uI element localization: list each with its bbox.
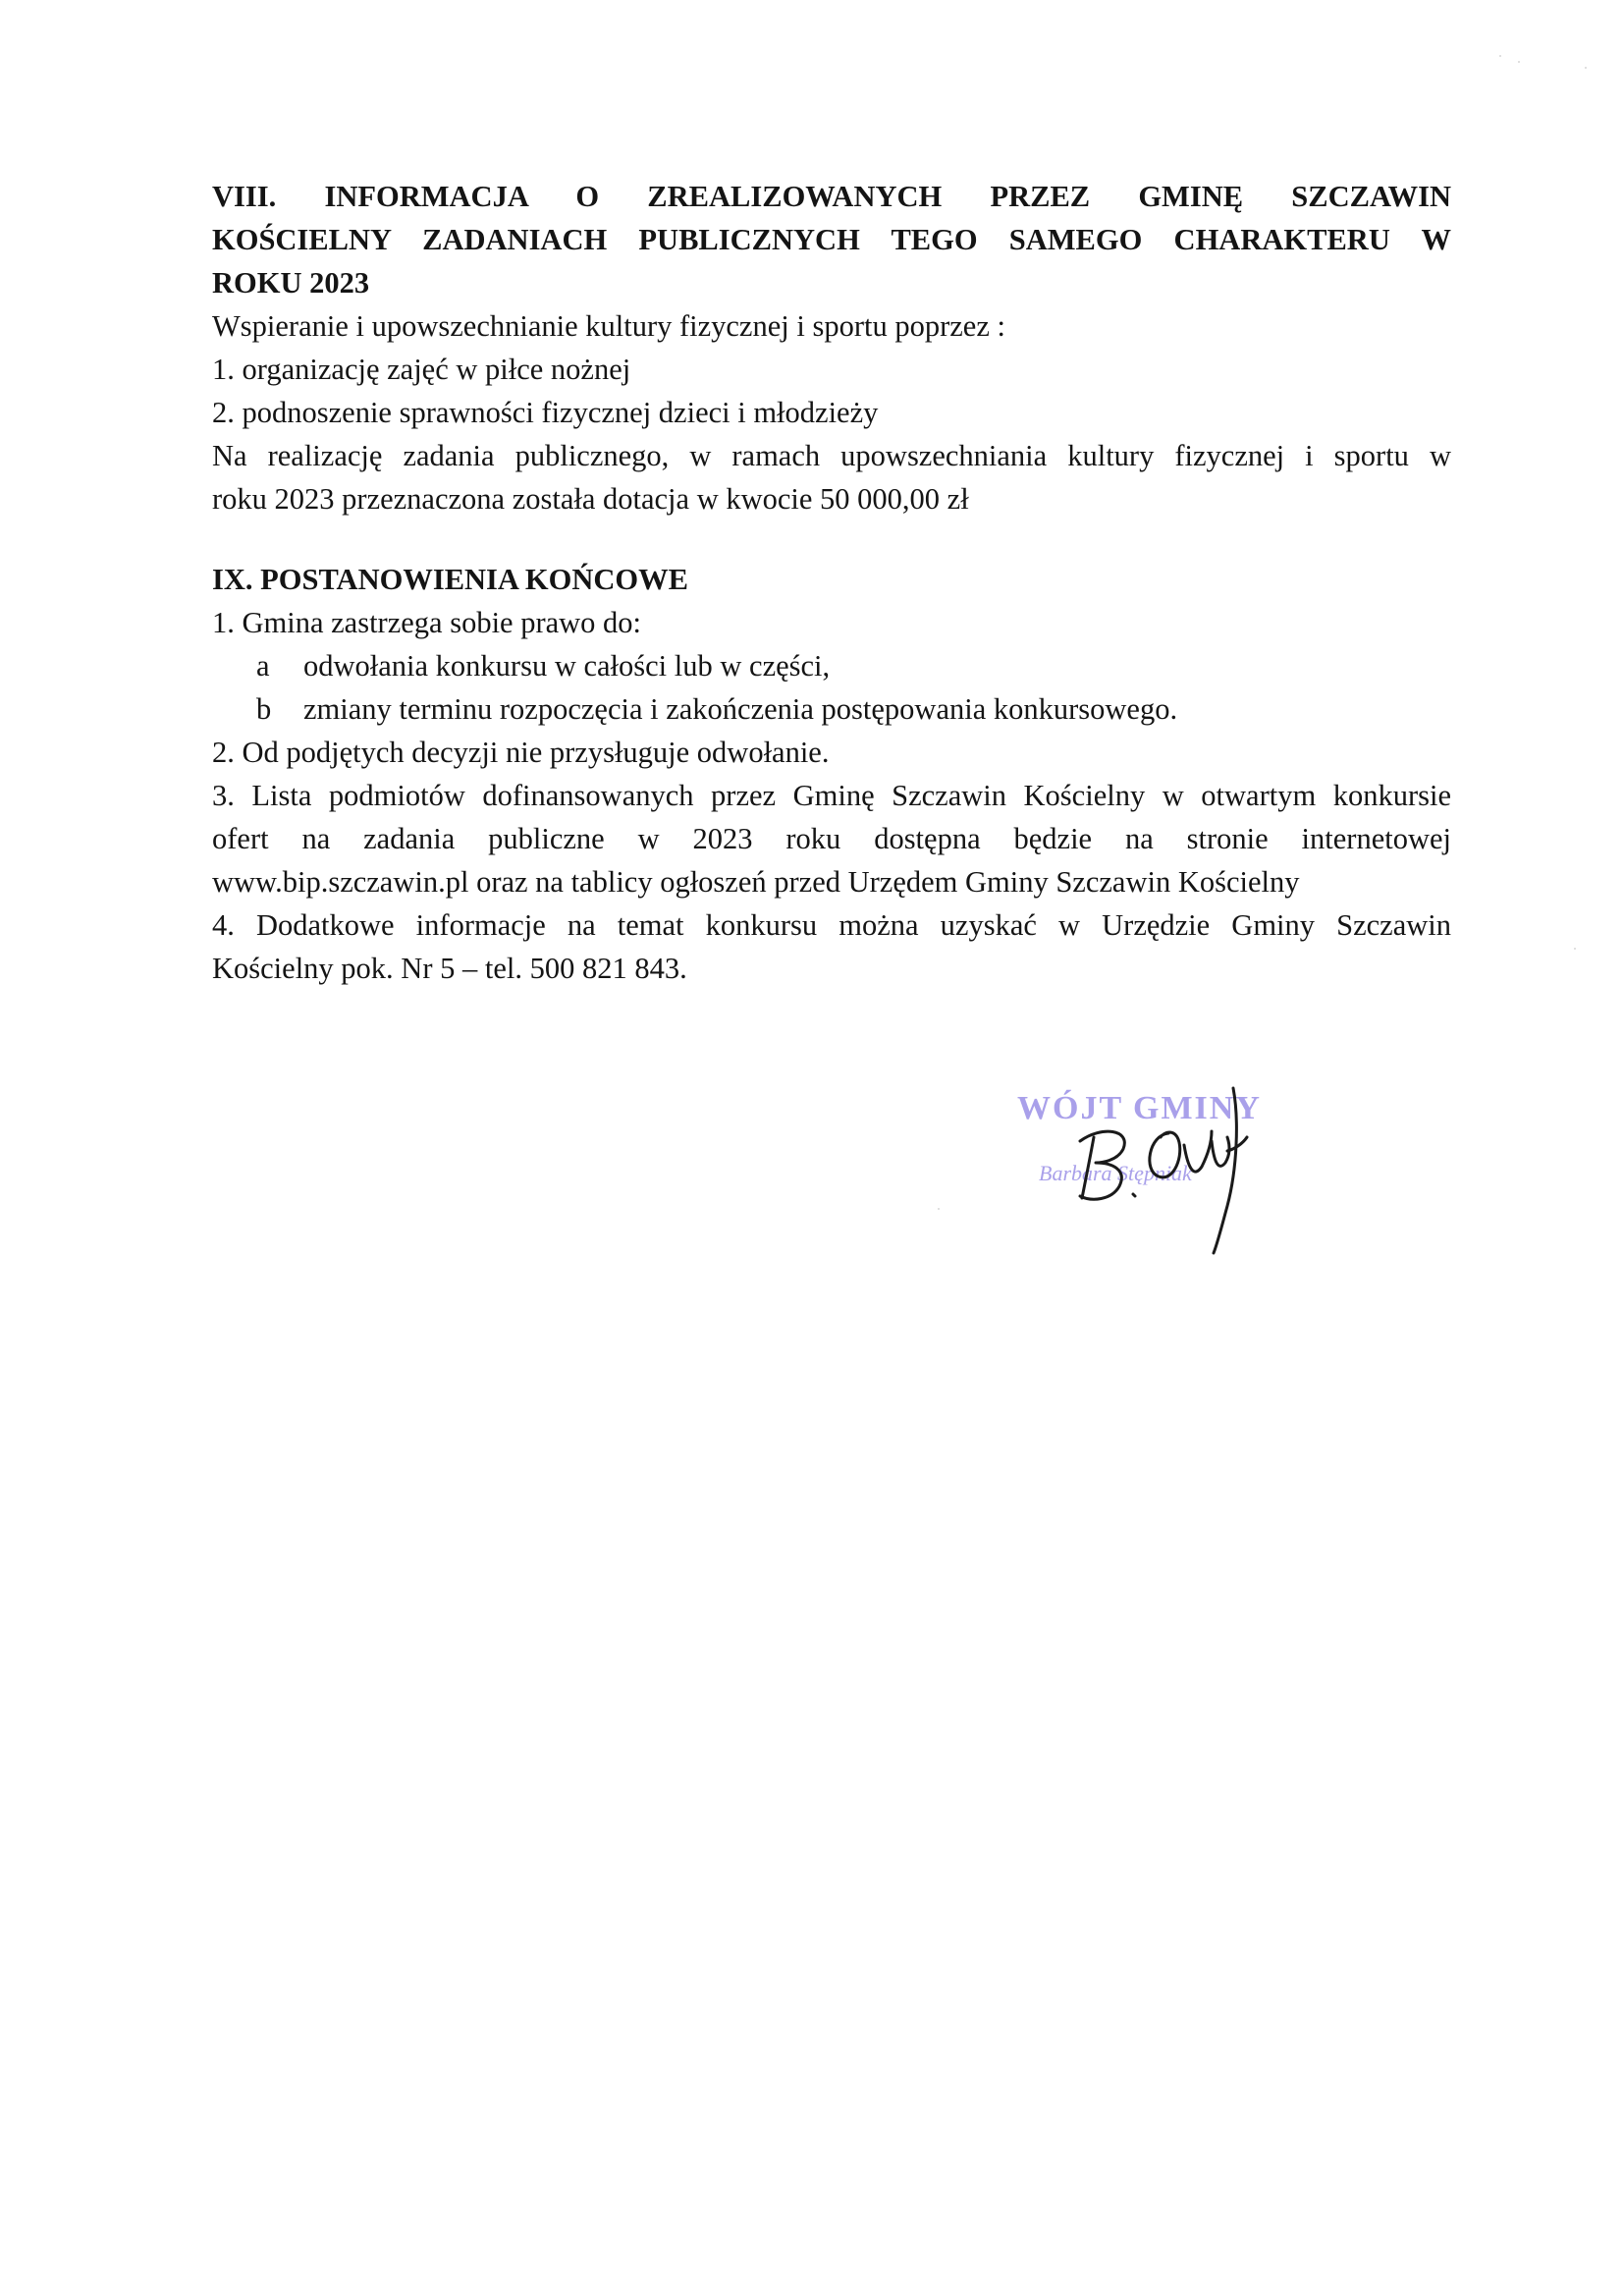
document-body — [212, 175, 1451, 990]
subitem-letter: b — [256, 692, 272, 726]
section-viii-item: 1. organizację zajęć w piłce nożnej — [212, 353, 631, 386]
section-ix-heading: IX. POSTANOWIENIA KOŃCOWE — [212, 563, 688, 596]
section-ix-item-2: 2. Od podjętych decyzji nie przysługuje odwołanie. — [212, 736, 830, 769]
item-3-line: www.bip.szczawin.pl oraz na tablicy ogłoszeń przed Urzędem Gminy Szczawin Kościelny — [212, 865, 1300, 899]
section-gap — [212, 520, 1451, 558]
section-viii-heading-line: VIII. INFORMACJA O ZREALIZOWANYCH PRZEZ GMINĘ SZCZAWIN — [212, 180, 1451, 213]
section-viii-intro: Wspieranie i upowszechnianie kultury fizycznej i sportu poprzez : — [212, 309, 1005, 343]
section-ix-item-1: 1. Gmina zastrzega sobie prawo do: — [212, 606, 642, 639]
section-ix-item-4 — [212, 903, 1451, 990]
funding-line: Na realizację zadania publicznego, w ramach upowszechniania kultury fizycznej i sportu w — [212, 439, 1451, 472]
item-3-line: ofert na zadania publiczne w 2023 roku dostępna będzie na stronie internetowej — [212, 822, 1451, 855]
subitem-text: zmiany terminu rozpoczęcia i zakończenia postępowania konkursowego. — [303, 692, 1178, 726]
subitem-letter: a — [256, 649, 270, 683]
section-viii-heading — [212, 175, 1451, 304]
item-3-line: 3. Lista podmiotów dofinansowanych przez Gminę Szczawin Kościelny w otwartym konkursie — [212, 779, 1451, 812]
section-viii-heading-line: KOŚCIELNY ZADANIACH PUBLICZNYCH TEGO SAMEGO CHARAKTERU W — [212, 223, 1451, 256]
section-ix-subitem-b — [212, 687, 1451, 731]
official-stamp — [1011, 1061, 1325, 1267]
section-viii-funding — [212, 434, 1451, 520]
subitem-text: odwołania konkursu w całości lub w części, — [303, 649, 831, 683]
item-4-line: 4. Dodatkowe informacje na temat konkursu można uzyskać w Urzędzie Gminy Szczawin — [212, 908, 1451, 942]
item-4-line: Kościelny pok. Nr 5 – tel. 500 821 843. — [212, 952, 687, 985]
section-viii-heading-line: ROKU 2023 — [212, 266, 370, 300]
stamp-title: WÓJT GMINY — [1017, 1090, 1262, 1126]
handwritten-signature — [1011, 1061, 1325, 1267]
section-viii-item: 2. podnoszenie sprawności fizycznej dzieci i młodzieży — [212, 396, 879, 429]
section-ix-item-3 — [212, 774, 1451, 903]
funding-line: roku 2023 przeznaczona została dotacja w kwocie 50 000,00 zł — [212, 482, 969, 516]
stamp-name: Barbara Stępniak — [1039, 1161, 1192, 1185]
section-ix-subitem-a — [212, 644, 1451, 687]
